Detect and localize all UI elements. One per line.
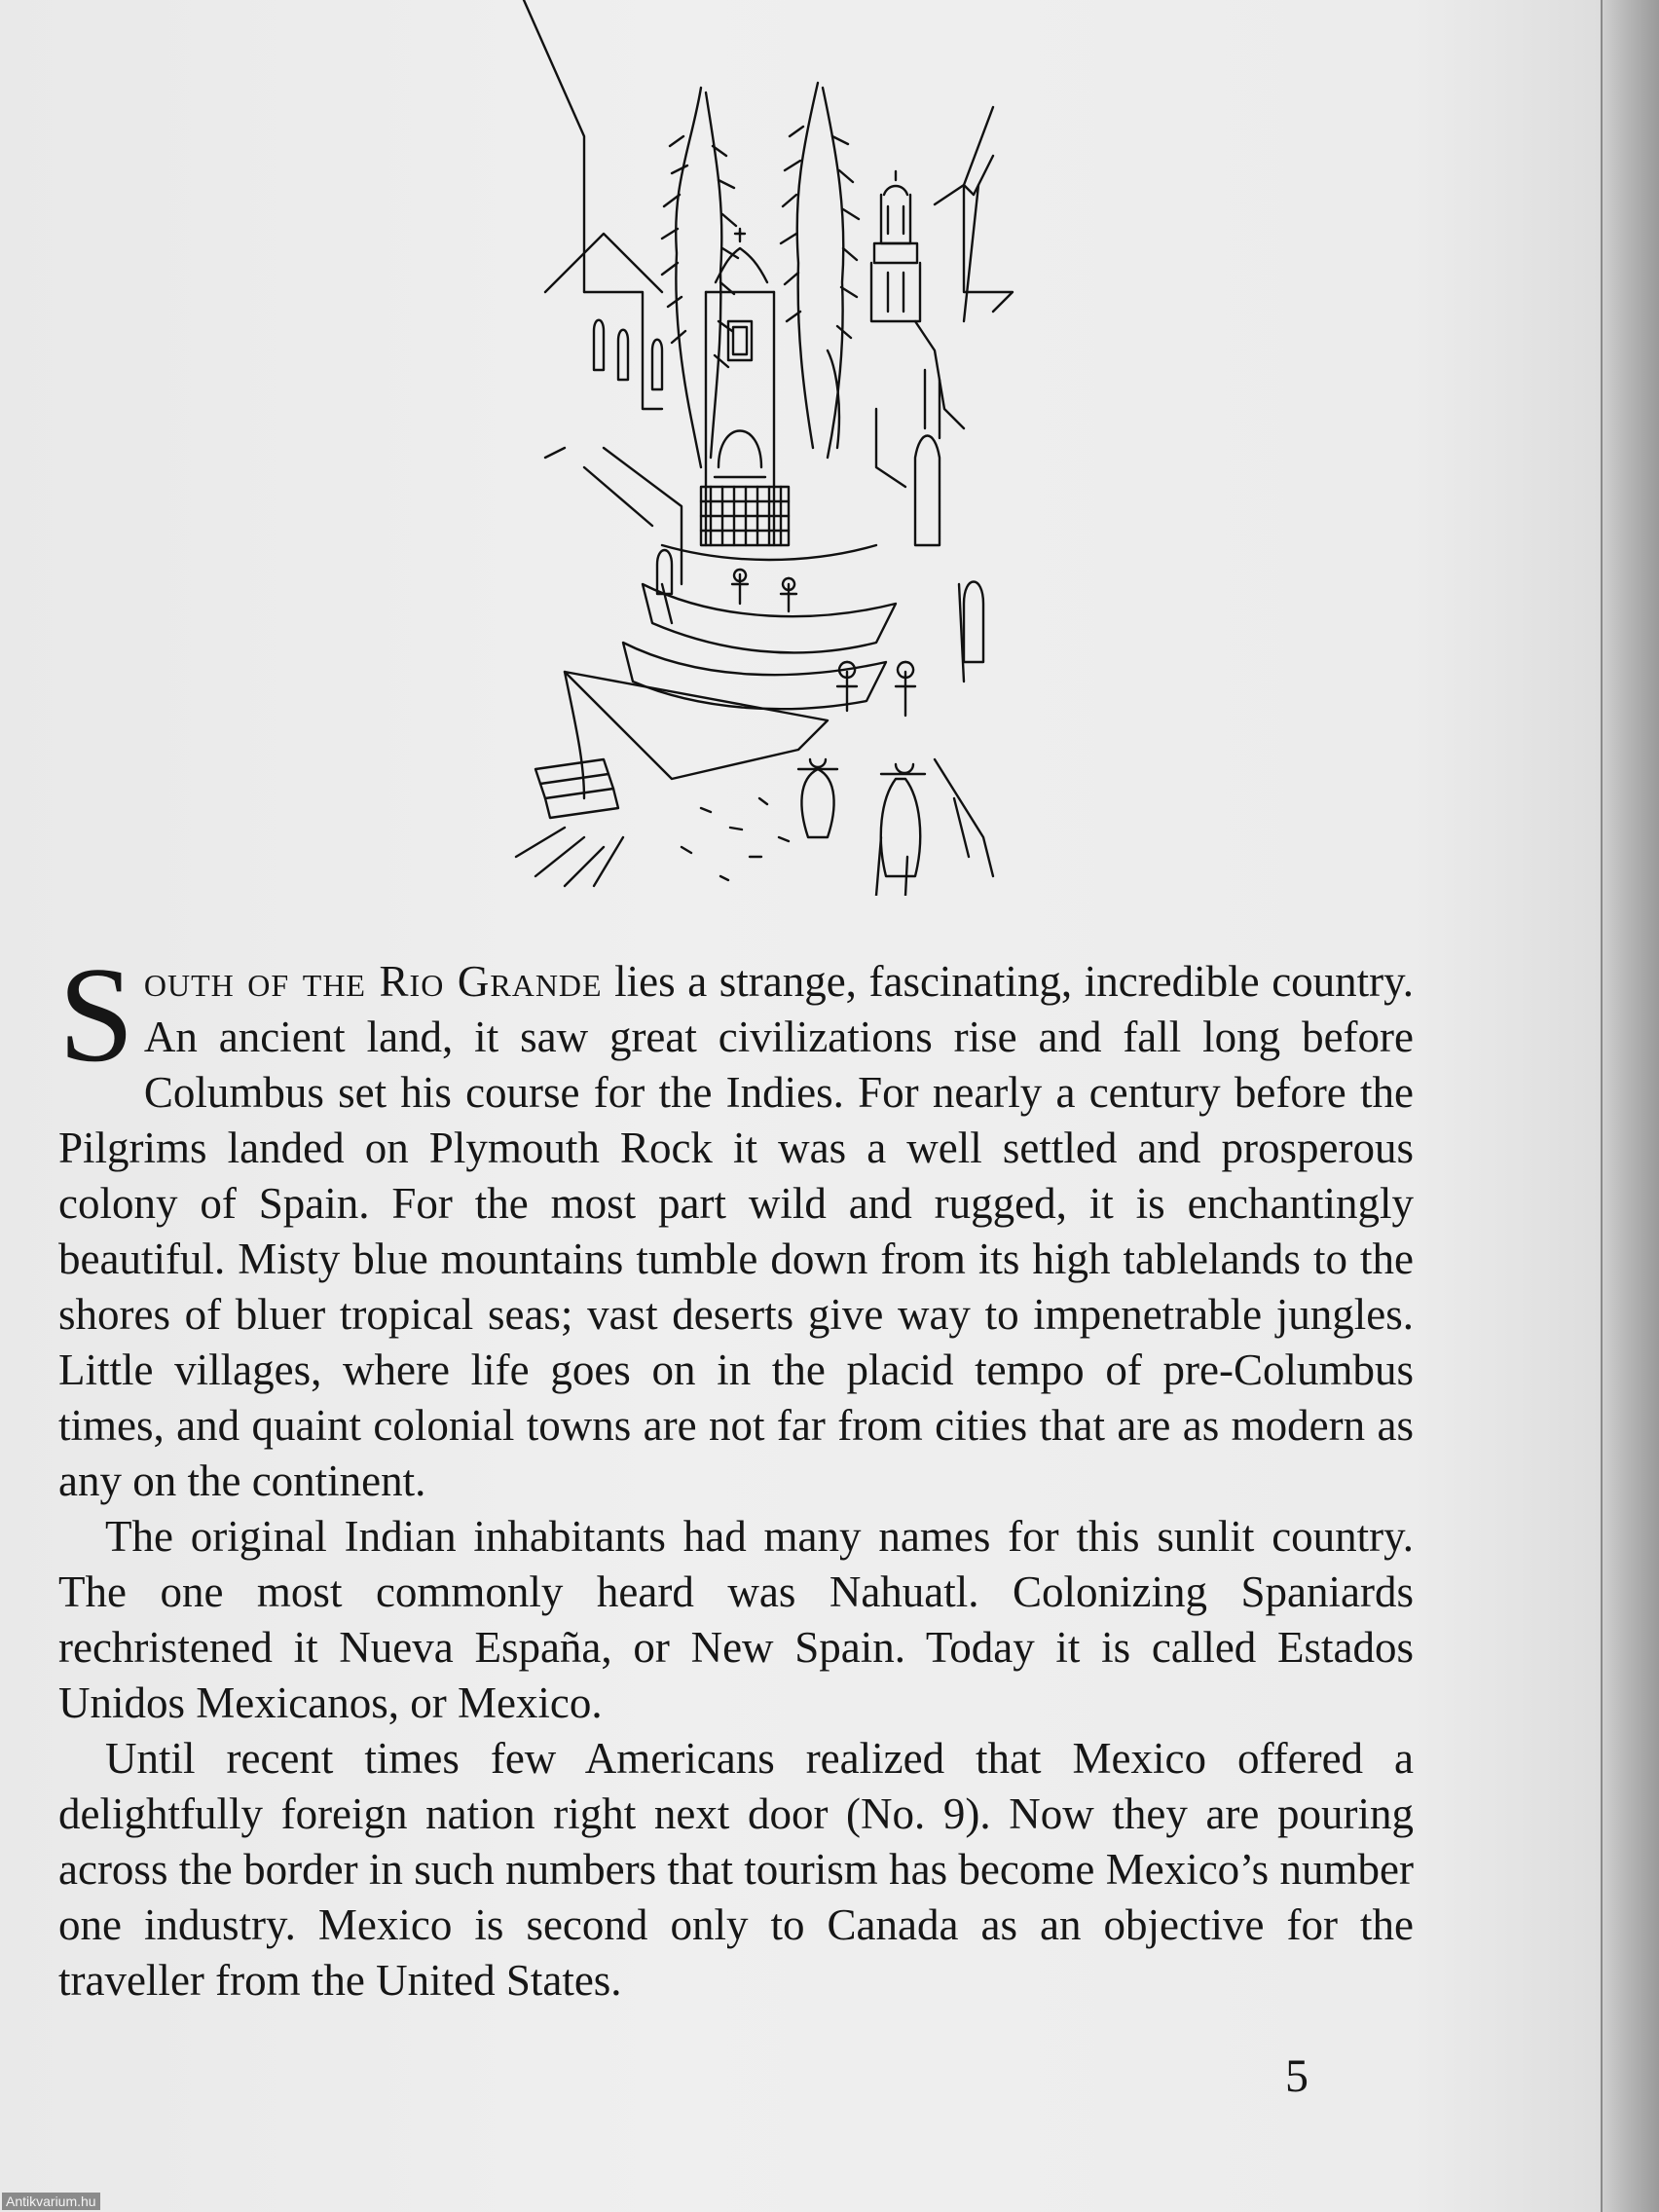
watermark: Antikvarium.hu bbox=[2, 2193, 100, 2210]
drop-cap: S bbox=[58, 940, 134, 1090]
lead-in: outh of the Rio Grande bbox=[143, 957, 603, 1006]
paragraph-1-text: lies a strange, fascinating, incredible country. An ancient land, it saw great civilizations rise and fall long before Columbus set his course for the Indies. For nearly a century before the Pilgrims landed on Plymouth Rock it was a well settled and prosperous colony of Spain. For the most part wild and rugged, it is enchantingly beautiful. Misty blue mountains tumble down from its high tablelands to the shores of bluer tropical seas; vast deserts give way to impenetrable jungles. Little villages, where life goes on in the placid tempo of pre-Columbus times, and quaint colonial towns are not far from cities that are as modern as any on the continent. bbox=[58, 957, 1414, 1505]
street-scene-icon bbox=[506, 0, 1032, 896]
paragraph-1 bbox=[58, 940, 1414, 1509]
paragraph-2: The original Indian inhabitants had many names for this sunlit country. The one most commonly heard was Nahuatl. Colonizing Spaniards rechristened it Nueva España, or New Spain. Today it is called Estados Unidos Mexicanos, or Mexico. bbox=[58, 1512, 1414, 1727]
page-edge bbox=[1601, 0, 1659, 2212]
paragraph-3: Until recent times few Americans realized that Mexico offered a delightfully foreign nation right next door (No. 9). Now they are pouring across the border in such numbers that tourism has become Mexico’s number one industry. Mexico is second only to Canada as an objective for the traveller from the United States. bbox=[58, 1734, 1414, 2005]
page-number: 5 bbox=[1285, 2050, 1309, 2102]
article-body bbox=[58, 940, 1414, 2009]
